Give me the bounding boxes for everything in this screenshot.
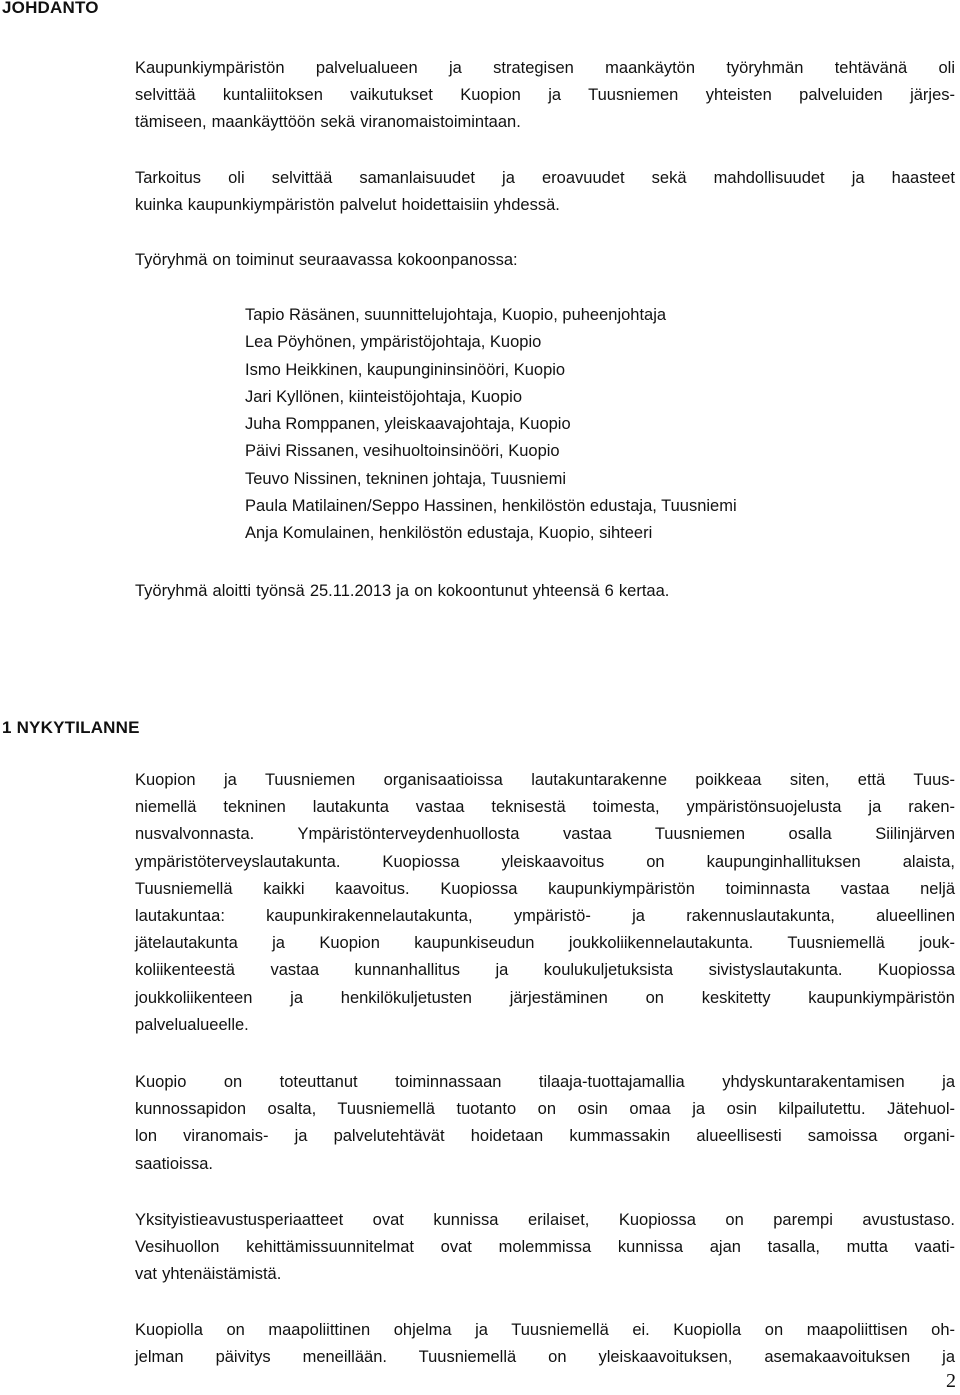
member-item: Lea Pöyhönen, ympäristöjohtaja, Kuopio [245,333,542,352]
text-line: saatioissa. [135,1154,213,1173]
section1-paragraph-3 [135,1207,955,1289]
member-item: Juha Romppanen, yleiskaavajohtaja, Kuopio [245,415,571,434]
text-line: selvittää kuntaliitoksen vaikutukset Kuopion ja Tuusniemen yhteisten palveluiden järjes- [135,86,955,105]
started-sentence [135,578,955,605]
heading-johdanto: JOHDANTO [2,0,99,17]
member-item: Päivi Rissanen, vesihuoltoinsinööri, Kuopio [245,442,560,461]
text-line: jelman päivitys meneillään. Tuusniemellä on yleiskaavoituksen, asemakaavoituksen ja [135,1348,955,1367]
text-line: niemellä tekninen lautakunta vastaa teknisestä toimesta, ympäristönsuojelusta ja raken- [135,798,955,817]
text-line: Kaupunkiympäristön palvelualueen ja strategisen maankäytön työryhmän tehtävänä oli [135,59,955,77]
text-line: palvelualueelle. [135,1015,249,1034]
text-line: jätelautakunta ja Kuopion kaupunkiseudun joukkoliikennelautakunta. Tuusniemellä jouk- [135,934,955,953]
text-line: Työryhmä on toiminut seuraavassa kokoonpanossa: [135,251,518,269]
member-item: Anja Komulainen, henkilöstön edustaja, Kuopio, sihteeri [245,524,653,543]
member-item: Paula Matilainen/Seppo Hassinen, henkilöstön edustaja, Tuusniemi [245,497,737,516]
text-line: nusvalvonnasta. Ympäristönterveydenhuollosta vastaa Tuusniemen osalla Siilinjärven [135,825,955,844]
text-line: vat yhtenäistämistä. [135,1265,282,1284]
intro-paragraph-1 [135,55,955,137]
section1-paragraph-2 [135,1069,955,1178]
text-line: kunnossapidon osalta, Tuusniemellä tuotanto on osin omaa ja osin kilpailutettu. Jätehuol- [135,1100,955,1119]
member-item: Teuvo Nissinen, tekninen johtaja, Tuusniemi [245,469,567,488]
text-line: joukkoliikenteen ja henkilökuljetusten järjestäminen on keskitetty kaupunkiympäristön [135,988,955,1007]
text-line: lautakuntaa: kaupunkirakennelautakunta, ympäristö- ja rakennuslautakunta, alueellinen [135,907,955,926]
text-line: Tuusniemellä kaikki kaavoitus. Kuopiossa kaupunkiympäristön toiminnasta vastaa neljä [135,879,955,898]
text-line: Työryhmä aloitti työnsä 25.11.2013 ja on kokoontunut yhteensä 6 kertaa. [135,582,670,600]
text-line: Tarkoitus oli selvittää samanlaisuudet ja eroavuudet sekä mahdollisuudet ja haasteet [135,169,955,187]
text-line: lon viranomais- ja palvelutehtävät hoidetaan kummassakin alueellisesti samoissa organi- [135,1127,955,1146]
member-item: Jari Kyllönen, kiinteistöjohtaja, Kuopio [245,387,522,406]
text-line: kuinka kaupunkiympäristön palvelut hoidettaisiin yhdessä. [135,196,560,215]
member-item: Tapio Räsänen, suunnittelujohtaja, Kuopio, puheenjohtaja [245,306,667,324]
member-list [245,302,737,548]
text-line: Vesihuollon kehittämissuunnitelmat ovat molemmissa kunnissa ajan tasalla, mutta vaati- [135,1238,955,1257]
section1-paragraph-4 [135,1317,955,1371]
text-line: ympäristöterveyslautakunta. Kuopiossa yleiskaavoitus on kaupunginhallituksen alaista, [135,852,955,871]
text-line: Yksityistieavustusperiaatteet ovat kunnissa erilaiset, Kuopiossa on parempi avustustaso. [135,1211,955,1229]
text-line: Kuopion ja Tuusniemen organisaatioissa lautakuntarakenne poikkeaa siten, että Tuus- [135,771,955,789]
page-number: 2 [946,1370,956,1392]
composition-lead [135,247,955,274]
member-item: Ismo Heikkinen, kaupungininsinööri, Kuopio [245,360,566,379]
text-line: tämiseen, maankäyttöön sekä viranomaistoimintaan. [135,113,521,132]
intro-paragraph-2 [135,165,955,219]
text-line: Kuopio on toteuttanut toiminnassaan tilaaja-tuottajamallia yhdyskuntarakentamisen ja [135,1073,955,1091]
section1-paragraph-1 [135,767,955,1039]
heading-nykytilanne: 1 NYKYTILANNE [2,718,140,737]
text-line: Kuopiolla on maapoliittinen ohjelma ja Tuusniemellä ei. Kuopiolla on maapoliittisen oh- [135,1321,955,1339]
text-line: koliikenteestä vastaa kunnanhallitus ja koulukuljetuksista sivistyslautakunta. Kuopiossa [135,961,955,980]
